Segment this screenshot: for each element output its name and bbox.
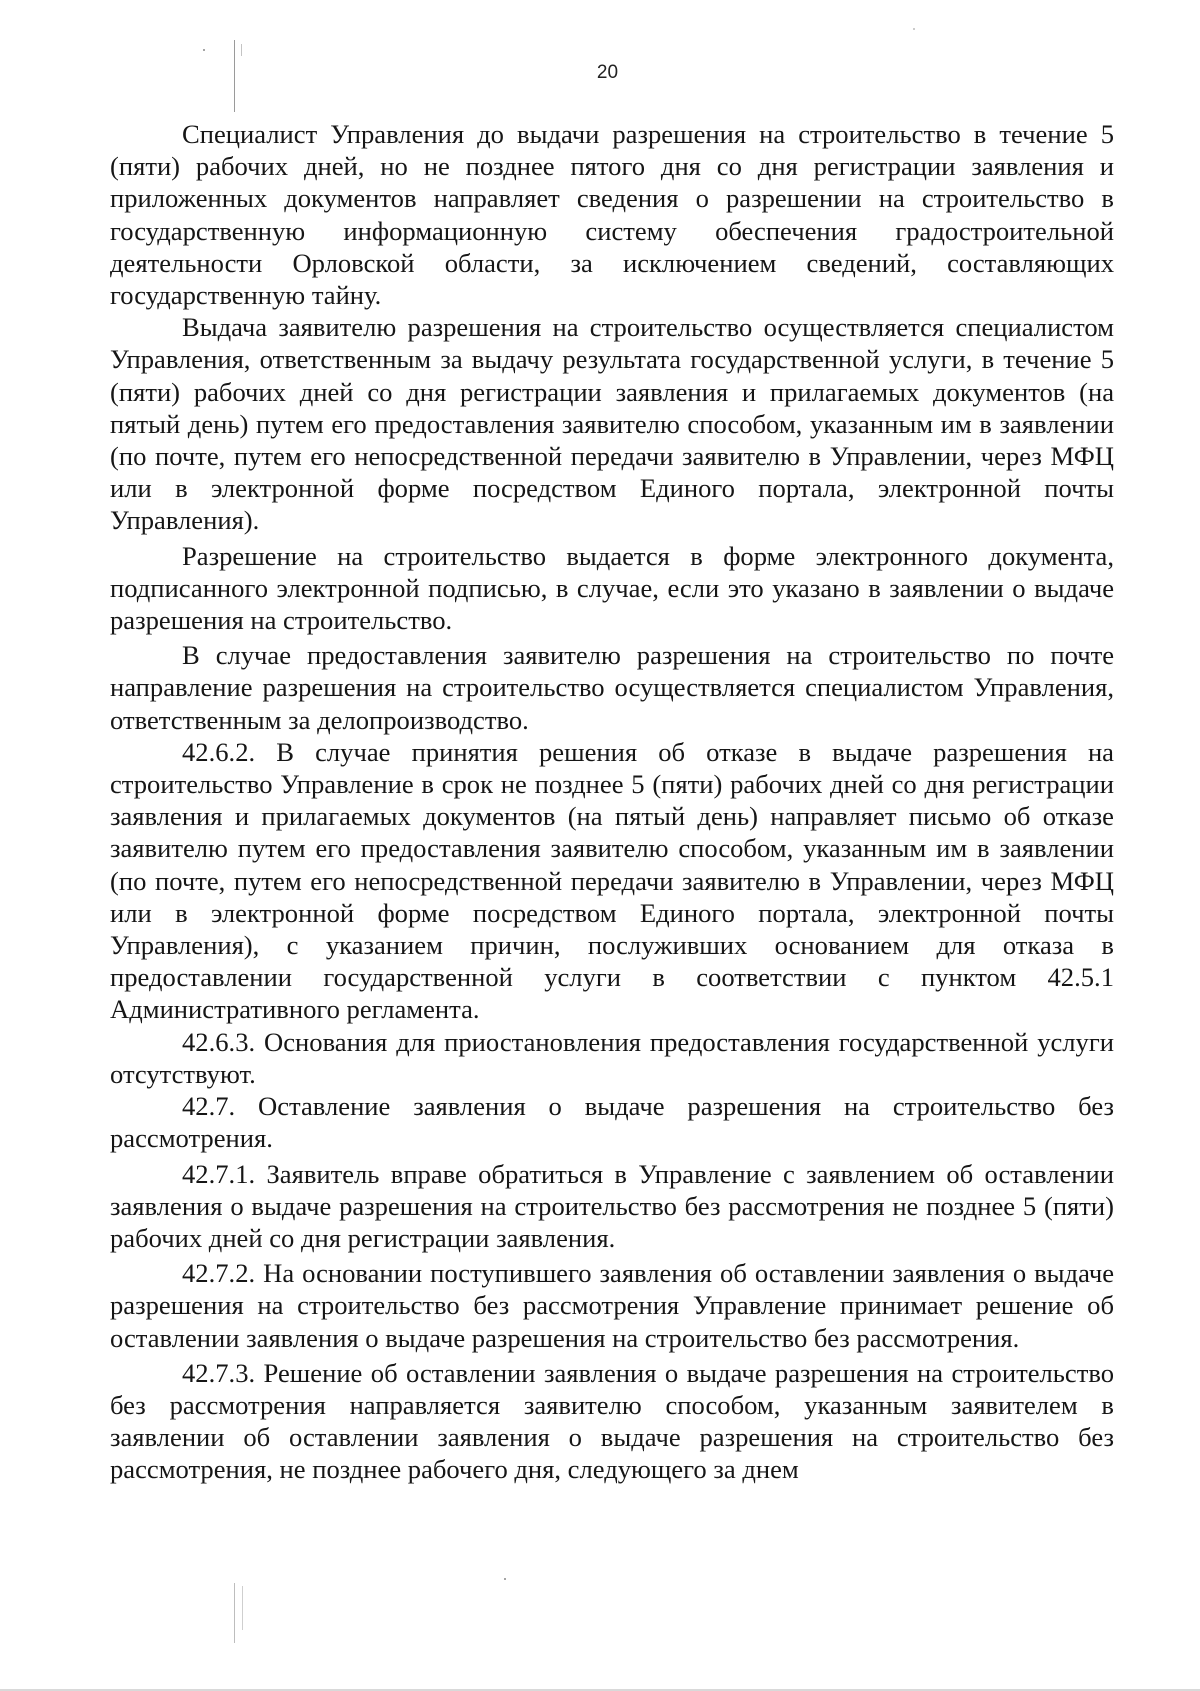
scan-artifact-dot [203,49,205,51]
paragraph: 42.7.1. Заявитель вправе обратиться в Управление с заявлением об оставлении заявления о выдаче разрешения на строительство без рассмотрения не позднее 5 (пяти) рабочих дней со дня регистрации заявления. [110,1158,1114,1253]
paragraph: 42.7.3. Решение об оставлении заявления о выдаче разрешения на строительство без рассмотрения направляется заявителю способом, указанным заявителем в заявлении об оставлении заявления о выдаче разрешения на строительство без рассмотрения, не позднее рабочего дня, следующего за днем [110,1357,1114,1485]
paragraph: Специалист Управления до выдачи разрешения на строительство в течение 5 (пяти) рабочих дней, но не позднее пятого дня со дня регистрации заявления и приложенных документов направляет сведения о разрешении на строительство в государственную информационную систему обеспечения градостроительной деятельности Орловской области, за исключением сведений, составляющих государственную тайну. [110,119,1114,311]
paragraph: 42.7. Оставление заявления о выдаче разрешения на строительство без рассмотрения. [110,1091,1114,1154]
paragraph: В случае предоставления заявителю разрешения на строительство по почте направление разрешения на строительство осуществляется специалистом Управления, ответственным за делопроизводство. [110,640,1114,735]
document-body [110,118,1114,1486]
scan-artifact-dot [913,28,915,30]
paragraph: 42.6.2. В случае принятия решения об отказе в выдаче разрешения на строительство Управление в срок не позднее 5 (пяти) рабочих дней со дня регистрации заявления и прилагаемых документов (на пятый день) направляет письмо об отказе заявителю путем его предоставления заявителю способом, указанным им в заявлении (по почте, путем его непосредственной передачи заявителю в Управлении, через МФЦ или в электронной форме посредством Единого портала, электронной почты Управления), с указанием причин, послуживших основанием для отказа в предоставлении государственной услуги в соответствии с пунктом 42.5.1 Административного регламента. [110,736,1114,1025]
scan-artifact-dot [504,1578,506,1580]
scan-artifact-top [234,40,235,112]
paragraph: 42.7.2. На основании поступившего заявления об оставлении заявления о выдаче разрешения на строительство без рассмотрения Управление принимает решение об оставлении заявления о выдаче разрешения на строительство без рассмотрения. [110,1258,1114,1353]
paragraph: 42.6.3. Основания для приостановления предоставления государственной услуги отсутствуют. [110,1026,1114,1089]
page-number: 20 [596,62,619,83]
scan-artifact-bottom-secondary [242,1586,243,1630]
paragraph: Разрешение на строительство выдается в форме электронного документа, подписанного электронной подписью, в случае, если это указано в заявлении о выдаче разрешения на строительство. [110,540,1114,636]
scan-artifact-top-secondary [241,44,242,56]
paragraph: Выдача заявителю разрешения на строительство осуществляется специалистом Управления, ответственным за выдачу результата государственной услуги, в течение 5 (пяти) рабочих дней со дня регистрации заявления и прилагаемых документов (на пятый день) путем его предоставления заявителю способом, указанным им в заявлении (по почте, путем его непосредственной передачи заявителю в Управлении, через МФЦ или в электронной форме посредством Единого портала, электронной почты Управления). [110,312,1114,536]
scan-artifact-bottom [234,1583,235,1643]
